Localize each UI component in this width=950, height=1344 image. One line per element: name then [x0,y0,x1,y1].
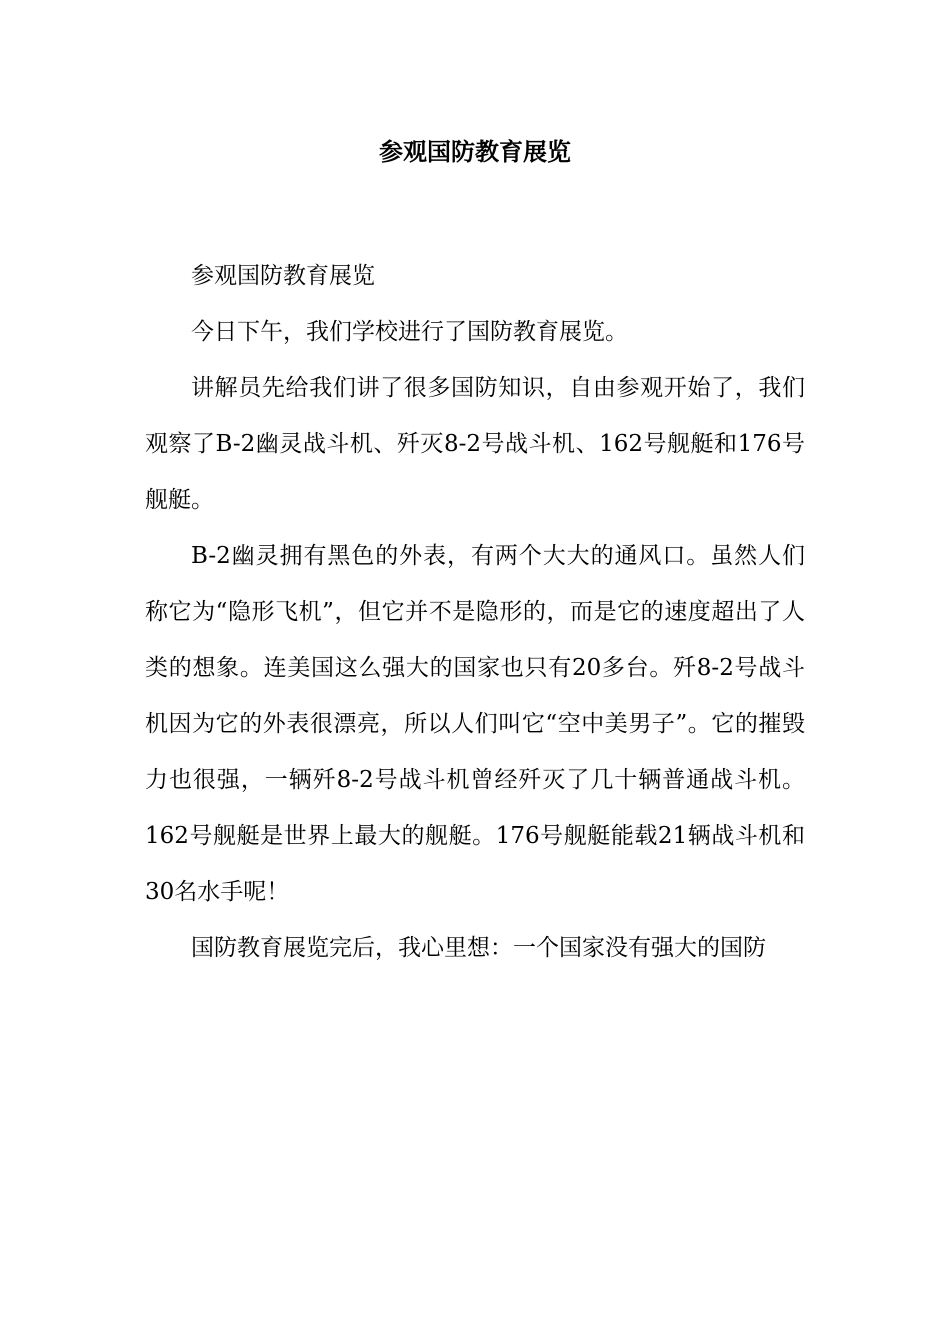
paragraph-aircraft: B-2幽灵拥有黑色的外表，有两个大大的通风口。虽然人们称它为“隐形飞机”，但它并不是隐形的，而是它的速度超出了人类的想象。连美国这么强大的国家也只有20多台。歼8-2号战斗机因为它的外表很漂亮，所以人们叫它“空中美男子”。它的摧毁力也很强，一辆歼8-2号战斗机曾经歼灭了几十辆普通战斗机。162号舰艇是世界上最大的舰艇。176号舰艇能载21辆战斗机和30名水手呢！ [145,543,805,905]
paragraph-reflection: 国防教育展览完后，我心里想：一个国家没有强大的国防 [191,935,766,961]
document-title: 参观国防教育展览 [379,137,571,166]
paragraph-guide: 讲解员先给我们讲了很多国防知识，自由参观开始了，我们观察了B-2幽灵战斗机、歼灭8-2号战斗机、162号舰艇和176号舰艇。 [145,375,805,513]
paragraph-subtitle: 参观国防教育展览 [191,263,375,289]
paragraph-intro: 今日下午，我们学校进行了国防教育展览。 [191,319,628,345]
document-body [145,248,805,976]
